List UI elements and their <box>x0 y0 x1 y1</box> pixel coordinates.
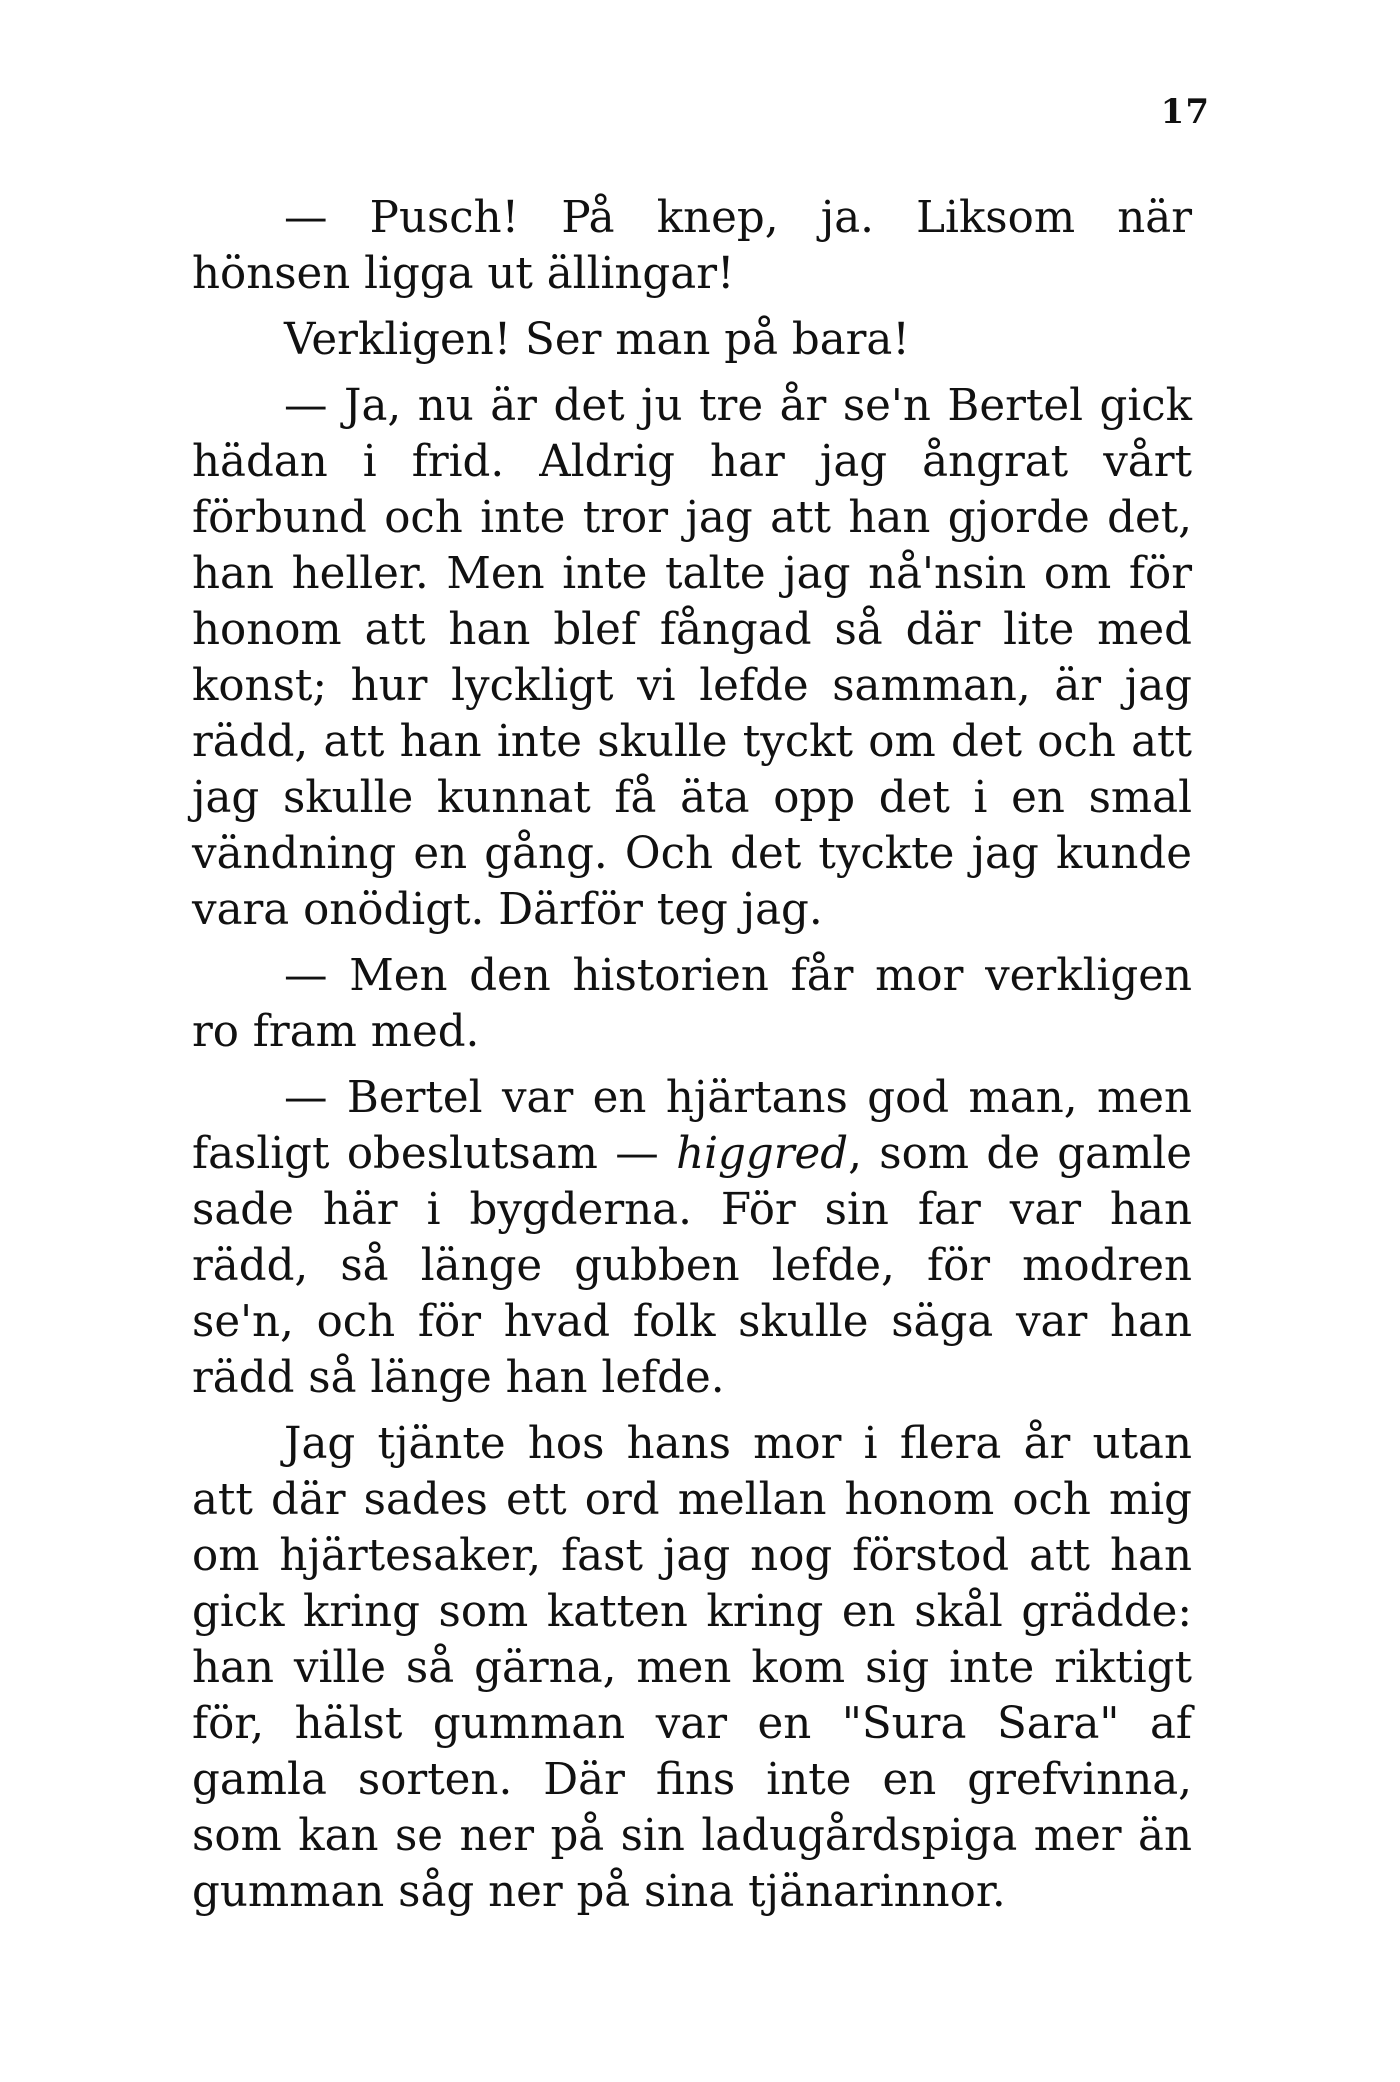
paragraph <box>192 190 1192 302</box>
text-span: Jag tjänte hos hans mor i flera år utan att där sades ett ord mellan honom och mig om hjärtesaker, fast jag nog förstod att han gick kring som katten kring en skål grädde: han ville så gärna, men kom sig inte riktigt för, hälst gumman var en "Sura Sara" af gamla sorten. Där fins inte en grefvinna, som kan se ner på sin ladugårdspiga mer än gumman såg ner på sina tjänarinnor. <box>192 1419 1192 1917</box>
paragraph <box>192 948 1192 1060</box>
paragraph <box>192 378 1192 938</box>
text-span: Verkligen! Ser man på bara! <box>284 315 910 365</box>
italic-word: higgred <box>676 1129 849 1179</box>
text-span: — Ja, nu är det ju tre år se'n Bertel gick hädan i frid. Aldrig har jag ångrat vårt förbund och inte tror jag att han gjorde det, han heller. Men inte talte jag nå'nsin om för honom att han blef fångad så där lite med konst; hur lyckligt vi lefde samman, är jag rädd, att han inte skulle tyckt om det och att jag skulle kunnat få äta opp det i en smal vändning en gång. Och det tyckte jag kunde vara onödigt. Därför teg jag. <box>192 381 1192 935</box>
text-span: — Bertel var en hjärtans god man, men fasligt obeslutsam — <box>192 1073 1192 1179</box>
paragraph <box>192 312 1192 368</box>
page-number: 17 <box>1160 92 1210 132</box>
paragraph <box>192 1070 1192 1406</box>
text-span: — Pusch! På knep, ja. Liksom när hönsen ligga ut ällingar! <box>192 193 1192 299</box>
paragraph <box>192 1416 1192 1920</box>
text-span: , som de gamle sade här i bygderna. För sin far var han rädd, så länge gubben lefde, för modren se'n, och för hvad folk skulle säga var han rädd så länge han lefde. <box>192 1129 1192 1403</box>
text-span: — Men den historien får mor verkligen ro fram med. <box>192 951 1192 1057</box>
body-text <box>192 190 1192 1920</box>
